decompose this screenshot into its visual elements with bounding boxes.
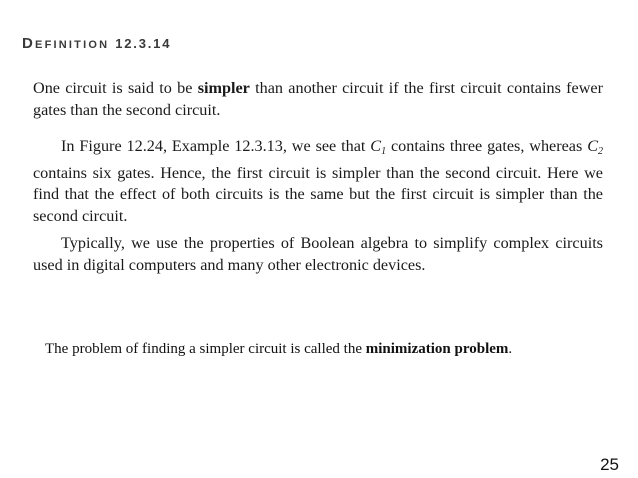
paragraph2-part2: contains three gates, whereas: [386, 137, 588, 155]
definition-number: 12.3.14: [115, 36, 172, 51]
minimization-term: minimization problem: [365, 341, 509, 357]
note-after: .: [508, 341, 513, 357]
circuit-c1: $C_1$: [370, 137, 387, 157]
paragraph1-after: than another circuit if the first circuit contains fewer gates than the second circuit.: [33, 79, 603, 119]
paragraph2-part3: contains six gates. Hence, the first circuit is simpler than the second circuit. Here we find that the effect of both circuits is the same but the first circuit is simpler than the second circuit.: [33, 163, 603, 225]
note-before: The problem of finding a simpler circuit is called the: [45, 341, 366, 357]
simpler-term: simpler: [197, 79, 250, 97]
paragraph2-part1: In Figure 12.24, Example 12.3.13, we see that: [61, 137, 371, 155]
definition-heading: [22, 35, 171, 52]
boolean-algebra-paragraph: [33, 233, 603, 276]
minimization-note: [45, 341, 512, 358]
figure-example-paragraph: [33, 136, 603, 227]
paragraph3-text: Typically, we use the properties of Boolean algebra to simplify complex circuits used in digital computers and many other electronic devices.: [33, 234, 603, 274]
circuit-c2: $C_2$: [587, 137, 603, 157]
definition-paragraph: [33, 78, 603, 121]
paragraph1-before: One circuit is said to be: [33, 79, 198, 97]
page-number: 25: [600, 455, 619, 474]
definition-first-letter: D: [22, 35, 36, 52]
definition-word-rest: EFINITION: [35, 39, 110, 51]
